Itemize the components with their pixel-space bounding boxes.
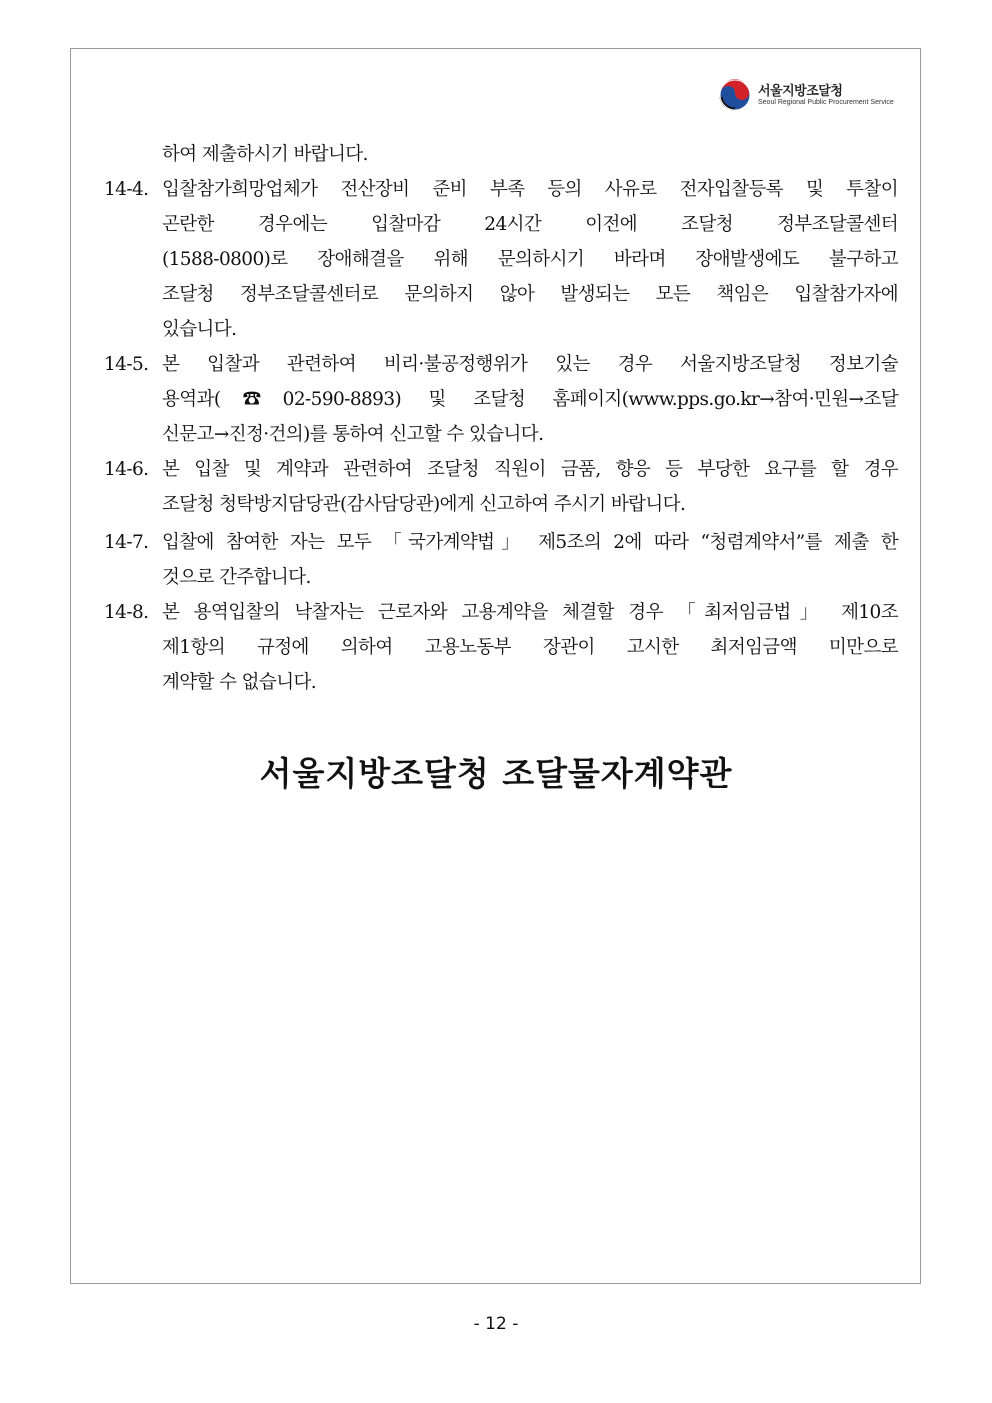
item-text: 입찰참가희망업체가 전산장비 준비 부족 등의 사유로 전자입찰등록 및 투찰이 <box>162 179 898 200</box>
list-item <box>104 347 898 452</box>
item-text: 본 입찰과 관련하여 비리·불공정행위가 있는 경우 서울지방조달청 정보기술 <box>162 354 898 375</box>
item-line <box>104 172 898 207</box>
item-line: 조달청 정부조달콜센터로 문의하지 않아 발생되는 모든 책임은 입찰참가자에 <box>162 284 898 305</box>
taegeuk-emblem-icon <box>718 78 752 112</box>
item-text: 입찰에 참여한 자는 모두 「국가계약법」 제5조의 2에 따라 “청렴계약서”를 제출 한 <box>162 532 898 553</box>
item-line: 조달청 청탁방지담당관(감사담당관)에게 신고하여 주시기 바랍니다. <box>162 494 686 515</box>
item-number: 14-5. <box>104 354 149 375</box>
logo-title: 서울지방조달청 <box>758 84 843 99</box>
list-item <box>104 452 898 522</box>
agency-logo <box>718 78 918 114</box>
item-line <box>104 595 898 630</box>
item-text: 본 입찰 및 계약과 관련하여 조달청 직원이 금품, 향응 등 부당한 요구를 할 경우 <box>162 459 898 480</box>
item-line: 있습니다. <box>162 319 237 340</box>
list-item <box>104 595 898 700</box>
document-body <box>104 137 898 700</box>
item-line: (1588-0800)로 장애해결을 위해 문의하시기 바라며 장애발생에도 불구하고 <box>162 249 898 270</box>
list-item <box>104 525 898 595</box>
logo-subtitle: Seoul Regional Public Procurement Service <box>758 99 894 106</box>
item-line <box>104 347 898 382</box>
list-item <box>104 172 898 347</box>
item-text: 본 용역입찰의 낙찰자는 근로자와 고용계약을 체결할 경우 「최저임금법」 제10조 <box>162 602 898 623</box>
item-line: 제1항의 규정에 의하여 고용노동부 장관이 고시한 최저임금액 미만으로 <box>162 637 898 658</box>
item-number: 14-4. <box>104 179 149 200</box>
item-number: 14-6. <box>104 459 149 480</box>
item-line <box>104 525 898 560</box>
item-number: 14-8. <box>104 602 149 623</box>
item-line: 용역과(☎02-590-8893) 및 조달청 홈페이지(www.pps.go.kr→참여·민원→조달 <box>162 389 898 410</box>
item-line: 신문고→진정·건의)를 통하여 신고할 수 있습니다. <box>162 424 544 445</box>
item-line: 것으로 간주합니다. <box>162 567 311 588</box>
item-line <box>104 452 898 487</box>
item-line: 곤란한 경우에는 입찰마감 24시간 이전에 조달청 정부조달콜센터 <box>162 214 898 235</box>
item-line: 계약할 수 없습니다. <box>162 672 317 693</box>
item-number: 14-7. <box>104 532 149 553</box>
page-number: - 12 - <box>473 1314 519 1334</box>
contracting-officer-signature: 서울지방조달청 조달물자계약관 <box>259 754 733 793</box>
continuation-line: 하여 제출하시기 바랍니다. <box>162 144 368 165</box>
